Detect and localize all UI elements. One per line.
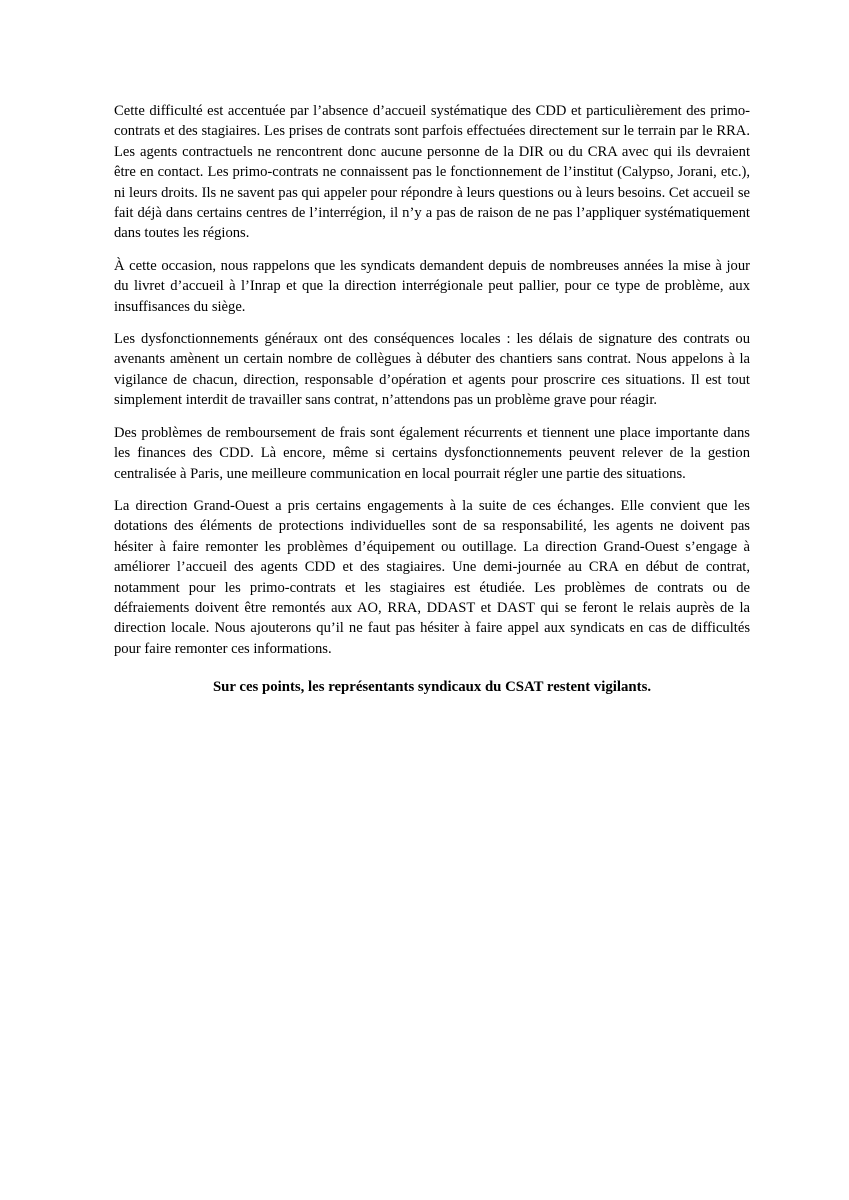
paragraph-livret-accueil: À cette occasion, nous rappelons que les syndicats demandent depuis de nombreuses années la mise à jour du livret d’accueil à l’Inrap et que la direction interrégionale peut pallier, pour ce type de problème, aux insuffisances du siège. bbox=[114, 257, 750, 315]
paragraph-remboursement-frais: Des problèmes de remboursement de frais sont également récurrents et tiennent une place importante dans les finances des CDD. Là encore, même si certains dysfonctionnements peuvent relever de la gestion centralisée à Paris, une meilleure communication en local pourrait régler une partie des situations. bbox=[114, 424, 750, 482]
paragraph-dysfonctionnements: Les dysfonctionnements généraux ont des conséquences locales : les délais de signature des contrats ou avenants amènent un certain nombre de collègues à débuter des chantiers sans contrat. Nous appelons à la vigilance de chacun, direction, responsable d’opération et agents pour proscrire ces situations. Il est tout simplement interdit de travailler sans contrat, n’attendons pas un problème grave pour réagir. bbox=[114, 331, 750, 409]
paragraph-engagements-direction: La direction Grand-Ouest a pris certains engagements à la suite de ces échanges. Elle convient que les dotations des éléments de protections individuelles sont de sa responsabilité, les agents ne doivent pas hésiter à faire remonter les problèmes d’équipement ou outillage. La direction Grand-Ouest s’engage à améliorer l’accueil des agents CDD et des stagiaires. Une demi-journée au CRA en début de contrat, notamment pour les primo-contrats et les stagiaires est étudiée. Les problèmes de contrats ou de défraiements doivent être remontés aux AO, RRA, DDAST et DAST qui se feront le relais auprès de la direction locale. Nous ajouterons qu’il ne faut pas hésiter à faire appel aux syndicats en cas de difficultés pour faire remonter ces informations. bbox=[114, 497, 750, 657]
document-body bbox=[114, 101, 750, 698]
closing-statement: Sur ces points, les représentants syndicaux du CSAT restent vigilants. bbox=[212, 679, 652, 696]
paragraph-accueil-cdd: Cette difficulté est accentuée par l’absence d’accueil systématique des CDD et particulièrement des primo-contrats et des stagiaires. Les prises de contrats sont parfois effectuées directement sur le terrain par le RRA. Les agents contractuels ne rencontrent donc aucune personne de la DIR ou du CRA avec qui ils devraient être en contact. Les primo-contrats ne connaissent pas le fonctionnement de l’institut (Calypso, Jorani, etc.), ni leurs droits. Ils ne savent pas qui appeler pour répondre à leurs questions ou à leurs besoins. Cet accueil se fait déjà dans certains centres de l’interrégion, il n’y a pas de raison de ne pas l’appliquer systématiquement dans toutes les régions. bbox=[114, 103, 750, 242]
